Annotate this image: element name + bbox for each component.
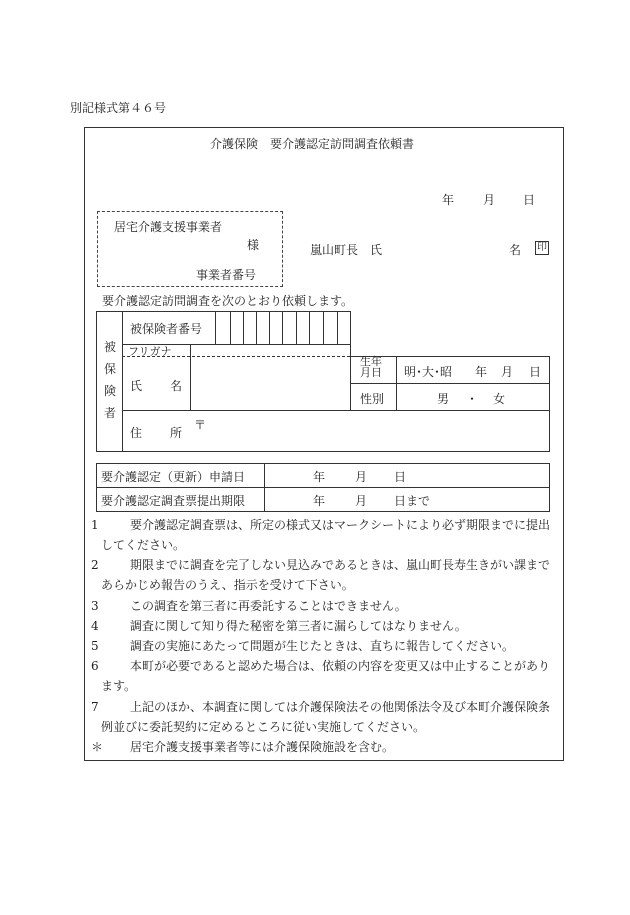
deadline-year: 年 bbox=[313, 494, 326, 508]
name-label-2: 名 bbox=[170, 379, 183, 393]
sex-male-option: 男 bbox=[437, 392, 450, 406]
addressee-company-label: 居宅介護支援事業者 bbox=[114, 220, 223, 234]
note-6: 6 本町が必要であると認めた場合は、依頼の内容を変更又は中止することがあります。 bbox=[91, 659, 551, 693]
date-year-label: 年 bbox=[442, 193, 455, 207]
note-7: 7 上記のほか、本調査に関しては介護保険法その他関係法令及び本町介護保険条例並びに委託契約に定めるところに従い実施してください。 bbox=[91, 700, 551, 734]
note-5: 5 調査の実施にあたって問題が生じたときは、直ちに報告してください。 bbox=[91, 639, 515, 653]
date-day-label: 日 bbox=[523, 193, 536, 207]
sex-female-option: 女 bbox=[493, 392, 506, 406]
sender-title: 嵐山町長 氏 bbox=[310, 243, 383, 257]
deadline-day-until: 日まで bbox=[394, 494, 431, 508]
application-month: 月 bbox=[355, 470, 368, 484]
request-intro: 要介護認定訪問調査を次のとおり依頼します。 bbox=[102, 294, 354, 308]
deadline-month: 月 bbox=[355, 494, 368, 508]
address-label-1: 住 bbox=[130, 426, 143, 440]
addressee-honorific: 様 bbox=[247, 238, 260, 252]
date-month-label: 月 bbox=[483, 193, 496, 207]
birth-date-label: 生年 月日 bbox=[360, 355, 382, 379]
note-3: 3 この調査を第三者に再委託することはできません。 bbox=[91, 599, 407, 613]
birth-month-label: 月 bbox=[501, 365, 514, 379]
sex-separator: ・ bbox=[466, 392, 479, 406]
postal-mark: 〒 bbox=[194, 418, 207, 432]
business-number-label: 事業者番号 bbox=[196, 268, 257, 282]
note-2: 2 期限までに調査を完了しない見込みであるときは、嵐山町長寿生きがい課まであらかじめ報告のうえ、指示を受けて下さい。 bbox=[91, 558, 551, 592]
sender-name-label: 名 bbox=[509, 243, 522, 257]
birth-year-label: 年 bbox=[475, 365, 488, 379]
deadline-label: 要介護認定調査票提出期限 bbox=[101, 494, 246, 508]
era-options: 明･大･昭 bbox=[404, 365, 453, 379]
application-year: 年 bbox=[313, 470, 326, 484]
note-asterisk: ＊ 居宅介護支援事業者等には介護保険施設を含む。 bbox=[91, 740, 395, 754]
insured-number-label: 被保険者番号 bbox=[130, 322, 203, 336]
sex-label: 性別 bbox=[360, 392, 385, 406]
insured-group-label: 被 保 険 者 bbox=[104, 340, 117, 420]
note-4: 4 調査に関して知り得た秘密を第三者に漏らしてはなりません。 bbox=[91, 619, 467, 633]
form-number-label: 別記様式第４６号 bbox=[70, 101, 167, 115]
name-label-1: 氏 bbox=[130, 379, 143, 393]
application-day: 日 bbox=[394, 470, 407, 484]
application-date-label: 要介護認定（更新）申請日 bbox=[101, 470, 246, 484]
birth-day-label: 日 bbox=[529, 365, 542, 379]
furigana-label: フリガナ bbox=[128, 345, 172, 358]
address-label-2: 所 bbox=[170, 426, 183, 440]
seal-mark: 印 bbox=[537, 242, 547, 253]
form-title: 介護保険 要介護認定訪問調査依頼書 bbox=[210, 137, 415, 151]
note-1: 1 要介護認定調査票は、所定の様式又はマークシートにより必ず期限までに提出してください。 bbox=[91, 518, 551, 552]
